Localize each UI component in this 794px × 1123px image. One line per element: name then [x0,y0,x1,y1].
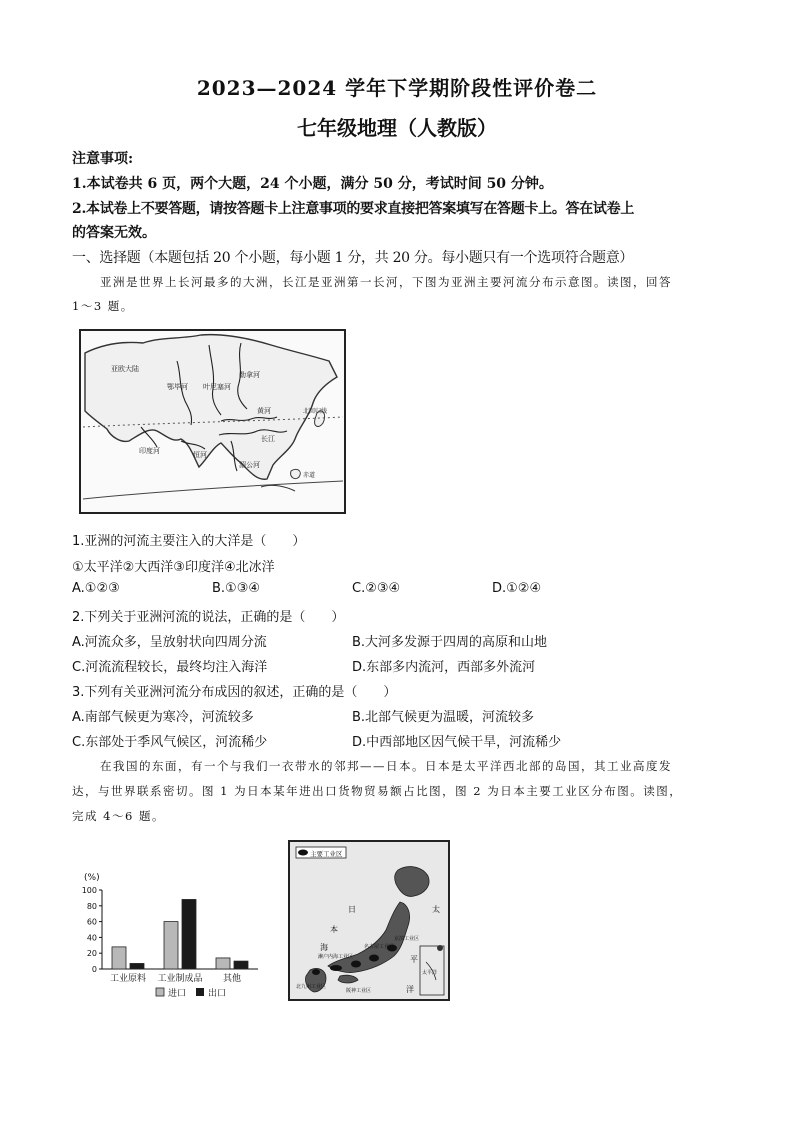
y-tick-label-80: 80 [86,901,97,911]
map-label-yenisei: 叶尼塞河 [203,383,231,391]
question-1-choices: ①太平洋②大西洋③印度洋④北冰洋 [72,560,275,575]
legend-label-import: 进口 [168,989,187,999]
question-1-option-b[interactable]: B.①③④ [212,581,261,596]
passage-2-line-3: 完成 4～6 题。 [72,809,165,823]
map-label-setouchi: 濑户内海工业区 [318,954,354,960]
japan-industry-map [288,840,450,1001]
question-1-option-c[interactable]: C.②③④ [352,581,401,596]
map-label-kitakyushu: 北九州工业区 [296,984,327,990]
bar-进口-工业制成品 [164,922,178,969]
map-label-ganges: 恒河 [193,451,207,459]
map-label-yellow-river: 黄河 [257,407,271,415]
map-label-ping: 平 [410,955,418,964]
map-label-tropic: 北回归线 [303,408,328,415]
y-tick-label-60: 60 [86,917,97,927]
y-tick-label-20: 20 [86,949,97,959]
trade-bar-chart [78,868,278,1003]
question-2-option-d[interactable]: D.东部多内流河，西部多外流河 [352,660,536,675]
legend-label-export: 出口 [208,989,227,999]
question-1-option-d[interactable]: D.①②④ [492,581,542,596]
map-label-equator: 赤道 [303,472,316,479]
question-2-stem: 2.下列关于亚洲河流的说法，正确的是（ ） [72,610,345,625]
legend-swatch-export [196,988,204,996]
x-tick-label-其他: 其他 [222,974,242,984]
map-label-pacific-inset: 太平洋 [422,970,438,976]
bar-进口-其他 [216,958,230,969]
bar-出口-工业制成品 [182,899,196,969]
bar-进口-工业原料 [112,947,126,969]
legend-swatch-import [156,988,164,996]
map-label-yang: 洋 [406,985,414,994]
map-label-hai: 海 [320,943,328,952]
map-label-eurasia: 亚欧大陆 [111,365,139,373]
question-3-option-b[interactable]: B.北部气候更为温暖，河流较多 [352,710,535,725]
question-3-option-a[interactable]: A.南部气候更为寒冷，河流较多 [72,710,254,725]
notice-item-1: 1.本试卷共 6 页，两个大题，24 个小题，满分 50 分，考试时间 50 分钟。 [72,176,553,192]
y-tick-label-100: 100 [81,886,97,895]
asia-river-map [79,329,346,514]
question-1-stem: 1.亚洲的河流主要注入的大洋是（ ） [72,534,306,549]
map-label-hanshin: 阪神工业区 [346,988,372,994]
map-label-nagoya: 名古屋工业区 [364,944,395,950]
map-label-keihin: 京滨工业区 [394,936,420,942]
question-3-option-c[interactable]: C.东部处于季风气候区，河流稀少 [72,735,268,750]
map-legend-swatch [298,850,308,856]
question-3-option-d[interactable]: D.中西部地区因气候干旱，河流稀少 [352,735,562,750]
chart-ylabel: (%) [84,873,100,883]
question-2-option-c[interactable]: C.河流流程较长，最终均注入海洋 [72,660,268,675]
question-2-option-b[interactable]: B.大河多发源于四周的高原和山地 [352,635,548,650]
y-tick-label-40: 40 [86,933,97,943]
map-label-ri: 日 [348,905,356,914]
notice-heading: 注意事项: [72,151,134,167]
map-label-tai: 太 [432,905,440,914]
map-label-yangtze: 长江 [261,435,275,443]
passage-1-line-1: 亚洲是世界上长河最多的大洲，长江是亚洲第一长河，下图为亚洲主要河流分布示意图。读图，回答 [100,275,672,289]
passage-2-line-2: 达，与世界联系密切。图 1 为日本某年进出口货物贸易额占比图，图 2 为日本主要工业区分布图。读图， [72,784,683,798]
passage-2-line-1: 在我国的东面，有一个与我们一衣带水的邻邦——日本。日本是太平洋西北部的岛国，其工业高度发 [100,759,672,773]
notice-item-2-line-1: 2.本试卷上不要答题，请按答题卡上注意事项的要求直接把答案填写在答题卡上。答在试卷上 [72,201,635,217]
exam-subtitle: 七年级地理（人教版） [297,116,497,140]
notice-item-2-line-2: 的答案无效。 [72,225,156,241]
passage-1-line-2: 1～3 题。 [72,299,134,313]
question-2-option-a[interactable]: A.河流众多，呈放射状向四周分流 [72,635,267,650]
map-label-indus: 印度河 [139,447,160,455]
map-legend-label: 主要工业区 [310,850,343,858]
map-label-ob: 鄂毕河 [167,383,188,391]
x-tick-label-工业制成品: 工业制成品 [157,974,203,984]
x-tick-label-工业原料: 工业原料 [109,974,147,984]
bar-出口-工业原料 [130,963,144,969]
y-tick-label-0: 0 [91,965,97,974]
map-label-mekong: 湄公河 [239,461,260,469]
question-3-stem: 3.下列有关亚洲河流分布成因的叙述，正确的是（ ） [72,685,397,700]
question-1-option-a[interactable]: A.①②③ [72,581,120,596]
map-label-lena: 勒拿河 [239,371,260,379]
section-1-heading: 一、选择题（本题包括 20 个小题，每小题 1 分，共 20 分。每小题只有一个选项符合题意） [72,250,634,266]
bar-出口-其他 [234,961,248,969]
exam-title: 2023—2024 学年下学期阶段性评价卷二 [196,76,598,100]
map-label-ben: 本 [330,925,338,934]
